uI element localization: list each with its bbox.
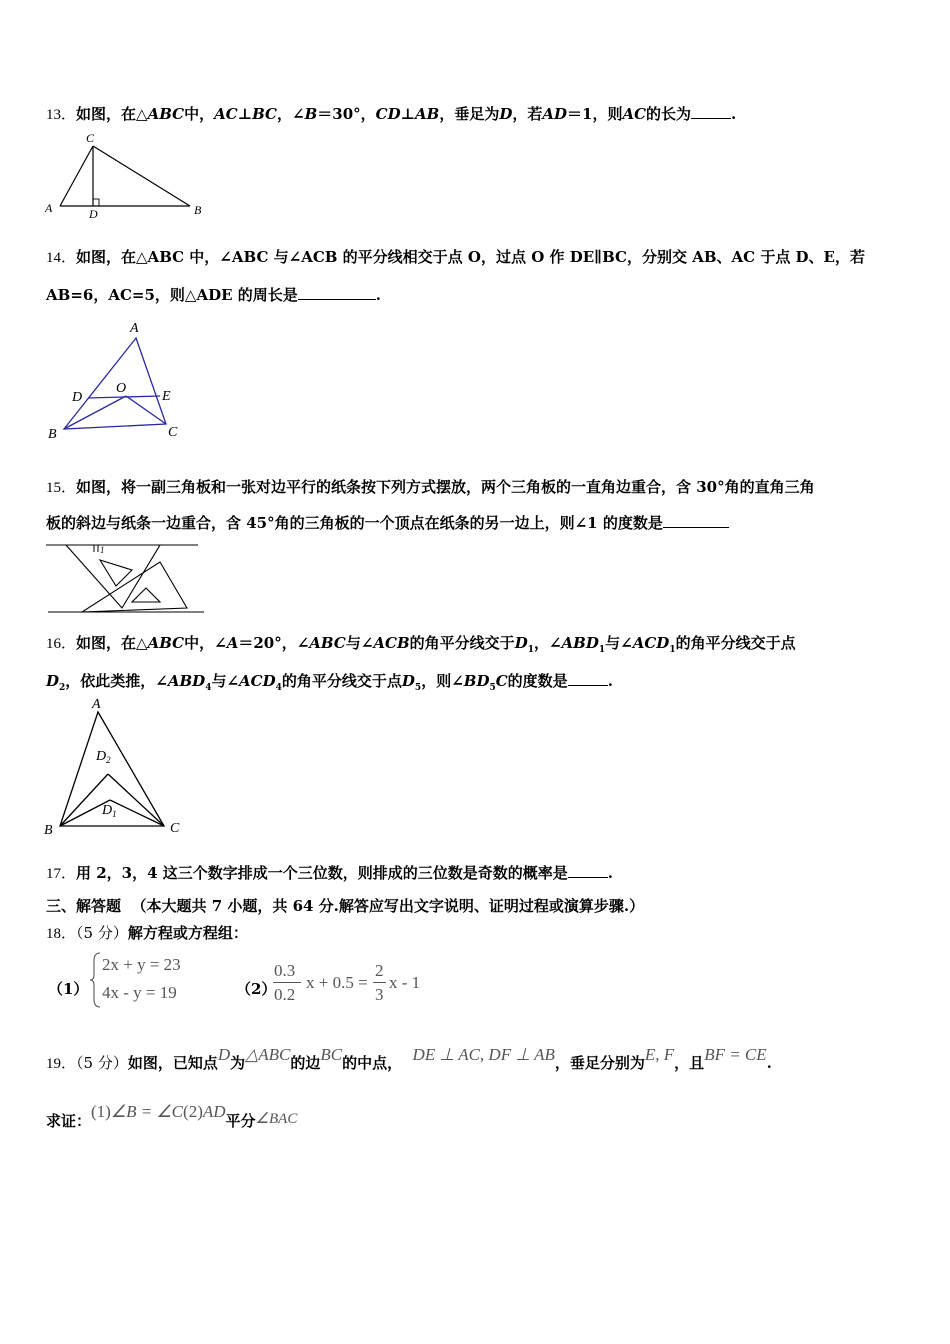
- q16-label-d1: $D_1$: [102, 803, 117, 819]
- q18-part2: （2） 0.3 0.2 x + 0.5 = 2 3 x - 1: [236, 961, 421, 1004]
- q18-frac2-den: 3: [375, 985, 384, 1004]
- q18-text: 18．（5 分）解方程或方程组：: [46, 924, 248, 942]
- brace-icon: [88, 951, 102, 1009]
- q16-label-d2: $D_2$: [96, 749, 111, 765]
- q13-label-d: D: [89, 207, 98, 220]
- section-title: 三、解答题: [46, 897, 122, 915]
- q18-eq2: 4x - y = 19: [102, 983, 177, 1002]
- q13-label-b: B: [194, 203, 202, 217]
- answer-blank: [298, 285, 376, 300]
- q14-line1: 14．如图，在△ABC 中，∠ABC 与∠ACB 的平分线相交于点 O，过点 O 作 DE∥BC，分别交 AB、AC 于点 D、E，若: [46, 248, 865, 266]
- q19-text: 19．（5 分）如图，已知点D为△ABC的边BC的中点， DE ⊥ AC, DF ⊥ AB，垂足分别为E, F，且BF = CE.: [46, 1045, 772, 1072]
- q16-triangle-figure: [40, 694, 190, 840]
- q14-label-d: D: [72, 390, 83, 405]
- q16-label-a: A: [92, 697, 101, 712]
- section-3-heading: [46, 895, 644, 916]
- q18-eq-mid: x + 0.5 =: [306, 973, 368, 992]
- q15-triangle-board-figure: [42, 540, 212, 616]
- q17-text: 17．用 2，3，4 这三个数字排成一个三位数，则排成的三位数是奇数的概率是 .: [46, 864, 614, 882]
- q13-label-a: A: [45, 201, 53, 215]
- q15-line2: 板的斜边与纸条一边重合，含 45°角的三角板的一个顶点在纸条的另一边上，则∠1 的度数是: [46, 512, 729, 533]
- q18-part1: （1） 2x + y = 23 4x - y = 19: [48, 951, 248, 1011]
- q16-label-b: B: [44, 823, 53, 838]
- q18-frac2-num: 2: [375, 961, 384, 980]
- q16-line1: 16．如图，在△ABC中，∠A＝20°，∠ABC与∠ACB的角平分线交于$D_1$，$\angle ABD_1$与$\angle ACD_1$的角平分线交于点: [46, 634, 796, 655]
- answer-blank: [691, 104, 731, 119]
- q15-angle-1-label: 1: [100, 545, 105, 555]
- q14-label-a: A: [130, 321, 139, 336]
- answer-blank: [568, 863, 608, 878]
- answer-blank: [568, 671, 608, 686]
- q18-frac1-den: 0.2: [274, 985, 296, 1004]
- q14-line2: AB=6，AC=5，则△ADE 的周长是 .: [46, 286, 381, 304]
- q16-label-c: C: [170, 821, 180, 836]
- q19-prove: 求证：(1)∠B = ∠C(2)AD平分∠BAC: [46, 1102, 298, 1130]
- q14-label-e: E: [162, 389, 171, 404]
- q14-label-b: B: [48, 427, 57, 442]
- fraction-bar: [373, 982, 386, 983]
- q13-label-c: C: [86, 131, 95, 145]
- q14-label-c: C: [168, 425, 178, 440]
- q14-label-o: O: [116, 381, 127, 396]
- q13-triangle-figure: [40, 128, 210, 220]
- q18-eq-tail: x - 1: [389, 973, 421, 992]
- q18-frac1-num: 0.3: [274, 961, 296, 980]
- answer-blank: [663, 513, 729, 528]
- q13-text: 13．如图，在△ABC中，AC⊥BC，∠B＝30°，CD⊥AB，垂足为D，若AD＝1，则AC的长为 .: [46, 105, 737, 123]
- q15-line1: 15．如图，将一副三角板和一张对边平行的纸条按下列方式摆放，两个三角板的一直角边重合，含 30°角的直角三角: [46, 478, 815, 496]
- q16-line2: $D_2$，依此类推，$\angle ABD_4$与$\angle ACD_4$的角平分线交于点$D_5$，则$\angle BD_5C$的度数是 .: [46, 672, 613, 693]
- fraction-bar: [273, 982, 301, 983]
- q14-triangle-figure: [42, 316, 192, 446]
- q18-eq1: 2x + y = 23: [102, 955, 181, 974]
- section-description: （本大题共 7 小题，共 64 分.解答应写出文字说明、证明过程或演算步骤.）: [131, 897, 645, 915]
